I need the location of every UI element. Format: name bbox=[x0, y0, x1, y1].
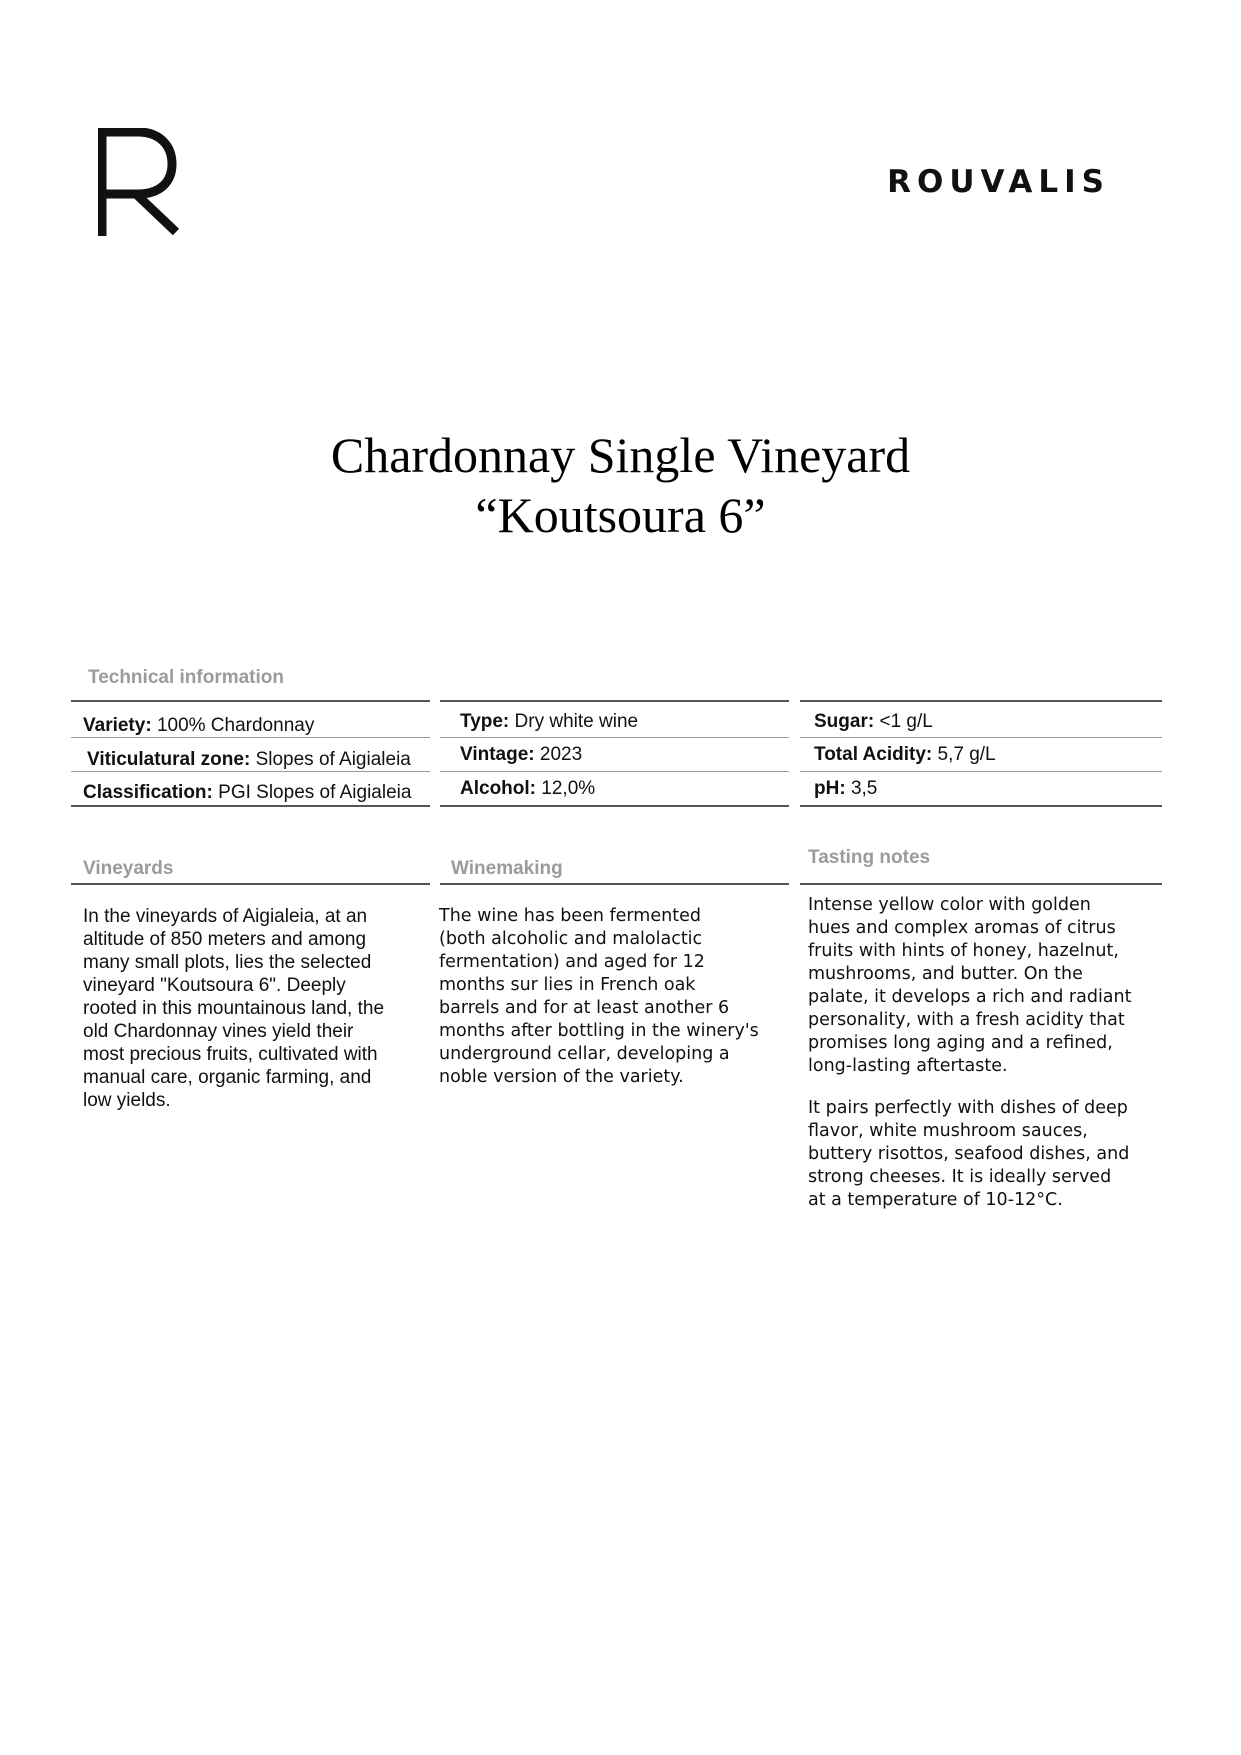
brand-name: ROUVALIS bbox=[887, 164, 1110, 200]
spec-label: Alcohol: bbox=[460, 778, 536, 799]
spec-vintage bbox=[460, 744, 582, 766]
spec-value: 3,5 bbox=[850, 778, 878, 799]
divider bbox=[440, 771, 789, 772]
vineyards-heading: Vineyards bbox=[83, 858, 174, 879]
spec-value: 2023 bbox=[539, 744, 583, 765]
divider bbox=[71, 771, 430, 772]
title-line-2: “Koutsoura 6” bbox=[475, 487, 766, 543]
spec-type bbox=[460, 711, 638, 733]
spec-label: Classification: bbox=[83, 782, 213, 803]
spec-viticultural-zone bbox=[87, 749, 411, 771]
spec-value: 12,0% bbox=[541, 778, 596, 799]
title-line-1: Chardonnay Single Vineyard bbox=[330, 427, 911, 483]
spec-label: Vintage: bbox=[460, 744, 535, 765]
spec-value: Dry white wine bbox=[514, 711, 639, 732]
spec-value: 5,7 g/L bbox=[937, 744, 996, 765]
divider bbox=[800, 883, 1162, 885]
spec-sugar bbox=[814, 711, 933, 733]
spec-value: PGI Slopes of Aigialeia bbox=[218, 782, 412, 803]
winemaking-heading: Winemaking bbox=[451, 858, 563, 879]
spec-label: Viticulatural zone: bbox=[87, 749, 251, 770]
spec-value: <1 g/L bbox=[879, 711, 933, 732]
spec-ph bbox=[814, 778, 877, 800]
divider bbox=[800, 737, 1162, 738]
spec-label: Type: bbox=[460, 711, 510, 732]
spec-total-acidity bbox=[814, 744, 996, 766]
technical-heading: Technical information bbox=[88, 667, 285, 688]
spec-label: Sugar: bbox=[814, 711, 875, 732]
rouvalis-logo-mark bbox=[98, 128, 184, 238]
divider bbox=[440, 805, 789, 807]
tasting-text-1: Intense yellow color with golden hues and complex aromas of citrus fruits with hints of honey, hazelnut, mushrooms, and butter. On the palate, it develops a rich and radiant personality, with a fresh acidity that promises long aging and a refined, long-lasting aftertaste. bbox=[808, 895, 1132, 1076]
divider bbox=[440, 700, 789, 702]
spec-classification bbox=[83, 782, 411, 804]
divider bbox=[71, 700, 430, 702]
tasting-text-2: It pairs perfectly with dishes of deep flavor, white mushroom sauces, buttery risottos, seafood dishes, and strong cheeses. It is ideally served at a temperature of 10-12°C. bbox=[808, 1098, 1130, 1210]
divider bbox=[440, 737, 789, 738]
winemaking-text: The wine has been fermented (both alcoholic and malolactic fermentation) and aged for 12 months sur lies in French oak barrels and for at least another 6 months after bottling in the winery's underground cellar, developing a noble version of the variety. bbox=[439, 906, 759, 1087]
spec-label: Variety: bbox=[83, 715, 152, 736]
divider bbox=[800, 805, 1162, 807]
spec-label: pH: bbox=[814, 778, 846, 799]
spec-alcohol bbox=[460, 778, 595, 800]
spec-value: Slopes of Aigialeia bbox=[255, 749, 411, 770]
spec-variety bbox=[83, 715, 314, 737]
divider bbox=[71, 805, 430, 807]
spec-label: Total Acidity: bbox=[814, 744, 933, 765]
divider bbox=[71, 737, 430, 738]
divider bbox=[71, 883, 430, 885]
vineyards-text: In the vineyards of Aigialeia, at an altitude of 850 meters and among many small plots, lies the selected vineyard "Koutsoura 6". Deeply rooted in this mountainous land, the old Chardonnay vines yield their most precious fruits, cultivated with manual care, organic farming, and low yields. bbox=[83, 906, 385, 1111]
tasting-heading: Tasting notes bbox=[808, 847, 931, 868]
divider bbox=[800, 771, 1162, 772]
divider bbox=[800, 700, 1162, 702]
wine-title bbox=[0, 425, 1241, 545]
spec-value: 100% Chardonnay bbox=[156, 715, 315, 736]
divider bbox=[440, 883, 789, 885]
